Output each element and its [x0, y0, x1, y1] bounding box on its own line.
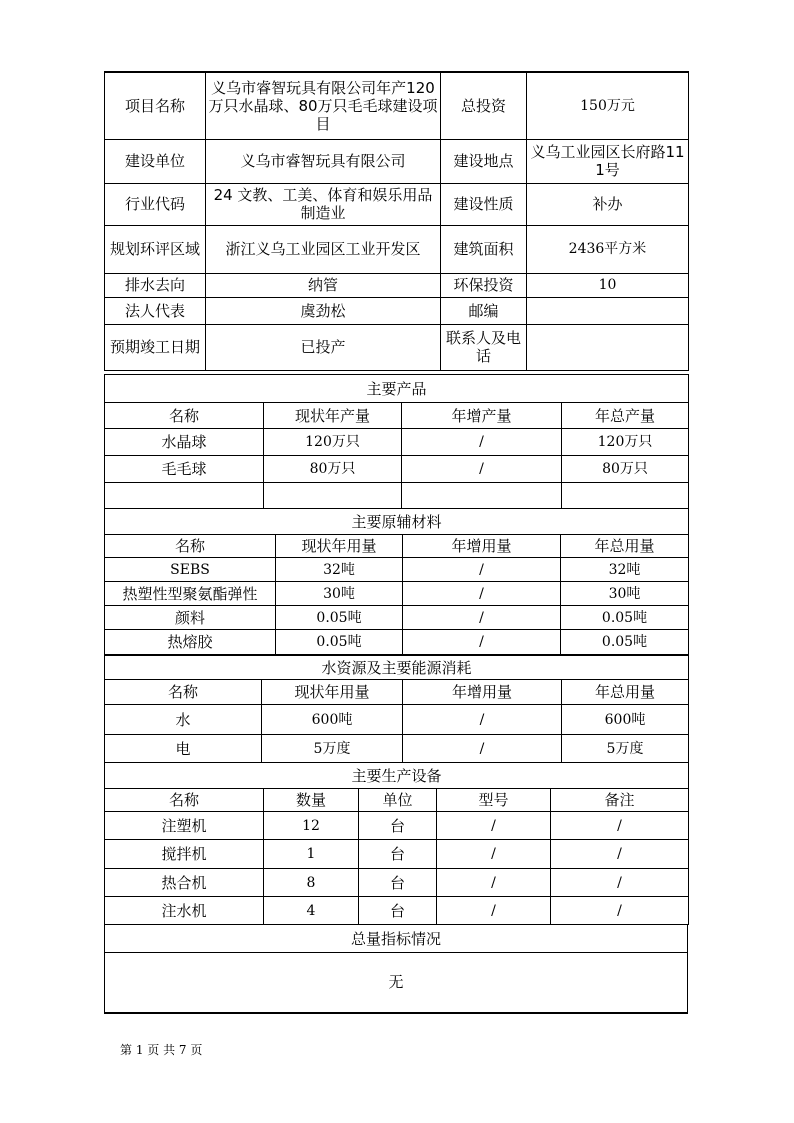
equipment-header: 单位 [359, 789, 437, 812]
location-label: 建设地点 [441, 139, 527, 183]
materials-header: 年总用量 [561, 535, 689, 558]
drainage-value: 纳管 [206, 273, 441, 297]
totals-title: 总量指标情况 [105, 925, 688, 953]
table-row [105, 606, 689, 630]
materials-header: 年增用量 [403, 535, 561, 558]
page-footer: 第 1 页 共 7 页 [120, 1043, 203, 1057]
table-cell: / [403, 582, 561, 606]
table-cell [562, 483, 689, 509]
builder-label: 建设单位 [105, 139, 206, 183]
table-cell: / [437, 869, 551, 897]
floor-area-value: 2436平方米 [527, 225, 689, 273]
nature-value: 补办 [527, 183, 689, 225]
table-cell: 毛毛球 [105, 456, 264, 483]
postcode-label: 邮编 [441, 297, 527, 324]
location-value: 义乌工业园区长府路111号 [527, 139, 689, 183]
table-cell: / [403, 735, 562, 763]
resources-header: 年增用量 [403, 680, 562, 705]
table-cell: 0.05吨 [276, 630, 403, 655]
table-cell [264, 483, 402, 509]
table-cell: 水 [105, 705, 262, 735]
table-cell: 0.05吨 [561, 606, 689, 630]
table-row [105, 456, 689, 483]
table-cell: 水晶球 [105, 429, 264, 456]
materials-table [104, 508, 689, 655]
table-cell: / [402, 456, 562, 483]
table-cell: / [403, 630, 561, 655]
table-cell: / [437, 812, 551, 840]
table-cell: 32吨 [276, 558, 403, 582]
equipment-header: 数量 [264, 789, 359, 812]
products-header: 年增产量 [402, 403, 562, 429]
legal-rep-value: 虞劲松 [206, 297, 441, 324]
industry-code-label: 行业代码 [105, 183, 206, 225]
contact-value [527, 324, 689, 370]
planning-zone-label: 规划环评区域 [105, 225, 206, 273]
table-cell: 30吨 [276, 582, 403, 606]
table-cell: 颜料 [105, 606, 276, 630]
table-cell: / [403, 606, 561, 630]
industry-code-value: 24 文教、工美、体育和娱乐用品制造业 [206, 183, 441, 225]
table-row [105, 483, 689, 509]
contact-label: 联系人及电话 [441, 324, 527, 370]
table-row [105, 630, 689, 655]
project-info-table [104, 71, 689, 371]
table-cell: 台 [359, 812, 437, 840]
floor-area-label: 建筑面积 [441, 225, 527, 273]
table-cell: 8 [264, 869, 359, 897]
table-cell: 30吨 [561, 582, 689, 606]
table-row [105, 840, 689, 869]
table-cell: / [403, 705, 562, 735]
equipment-header: 名称 [105, 789, 264, 812]
table-cell: 台 [359, 840, 437, 869]
table-cell: 5万度 [262, 735, 403, 763]
table-row [105, 582, 689, 606]
table-cell: / [437, 897, 551, 925]
table-cell: 0.05吨 [561, 630, 689, 655]
completion-label: 预期竣工日期 [105, 324, 206, 370]
materials-header: 名称 [105, 535, 276, 558]
nature-label: 建设性质 [441, 183, 527, 225]
table-row [105, 869, 689, 897]
postcode-value [527, 297, 689, 324]
env-investment-label: 环保投资 [441, 273, 527, 297]
equipment-title: 主要生产设备 [105, 763, 689, 789]
table-cell: 1 [264, 840, 359, 869]
table-row [105, 429, 689, 456]
table-cell: / [437, 840, 551, 869]
table-cell [402, 483, 562, 509]
total-investment-label: 总投资 [441, 72, 527, 139]
materials-header: 现状年用量 [276, 535, 403, 558]
project-name-value: 义乌市睿智玩具有限公司年产120万只水晶球、80万只毛毛球建设项目 [206, 72, 441, 139]
resources-header: 现状年用量 [262, 680, 403, 705]
table-cell [105, 483, 264, 509]
table-cell: 热合机 [105, 869, 264, 897]
table-cell: 热熔胶 [105, 630, 276, 655]
table-cell: SEBS [105, 558, 276, 582]
drainage-label: 排水去向 [105, 273, 206, 297]
equipment-header: 型号 [437, 789, 551, 812]
table-cell: 80万只 [562, 456, 689, 483]
table-cell: 120万只 [562, 429, 689, 456]
table-cell: / [551, 840, 689, 869]
table-row [105, 705, 689, 735]
legal-rep-label: 法人代表 [105, 297, 206, 324]
env-investment-value: 10 [527, 273, 689, 297]
materials-title: 主要原辅材料 [105, 509, 689, 535]
total-investment-value: 150万元 [527, 72, 689, 139]
table-cell: 搅拌机 [105, 840, 264, 869]
table-row [105, 558, 689, 582]
resources-title: 水资源及主要能源消耗 [105, 656, 689, 680]
totals-value: 无 [105, 953, 688, 1013]
builder-value: 义乌市睿智玩具有限公司 [206, 139, 441, 183]
resources-header: 年总用量 [562, 680, 689, 705]
table-cell: / [402, 429, 562, 456]
table-cell: 台 [359, 897, 437, 925]
products-header: 名称 [105, 403, 264, 429]
project-name-label: 项目名称 [105, 72, 206, 139]
table-row [105, 735, 689, 763]
completion-value: 已投产 [206, 324, 441, 370]
table-cell: / [551, 812, 689, 840]
table-cell: 600吨 [562, 705, 689, 735]
products-title: 主要产品 [105, 375, 689, 403]
table-cell: 4 [264, 897, 359, 925]
table-cell: 32吨 [561, 558, 689, 582]
products-header: 年总产量 [562, 403, 689, 429]
table-cell: / [551, 897, 689, 925]
table-cell: 120万只 [264, 429, 402, 456]
equipment-table [104, 762, 689, 925]
products-table [104, 374, 689, 509]
table-cell: 5万度 [562, 735, 689, 763]
table-cell: / [403, 558, 561, 582]
table-cell: 80万只 [264, 456, 402, 483]
table-cell: 注塑机 [105, 812, 264, 840]
resources-header: 名称 [105, 680, 262, 705]
table-cell: 600吨 [262, 705, 403, 735]
totals-table [104, 924, 688, 1014]
equipment-header: 备注 [551, 789, 689, 812]
table-cell: 0.05吨 [276, 606, 403, 630]
table-cell: 台 [359, 869, 437, 897]
table-cell: 注水机 [105, 897, 264, 925]
products-header: 现状年产量 [264, 403, 402, 429]
table-cell: 电 [105, 735, 262, 763]
table-row [105, 897, 689, 925]
table-cell: / [551, 869, 689, 897]
planning-zone-value: 浙江义乌工业园区工业开发区 [206, 225, 441, 273]
table-cell: 热塑性型聚氨酯弹性 [105, 582, 276, 606]
resources-table [104, 655, 689, 763]
table-row [105, 812, 689, 840]
table-cell: 12 [264, 812, 359, 840]
